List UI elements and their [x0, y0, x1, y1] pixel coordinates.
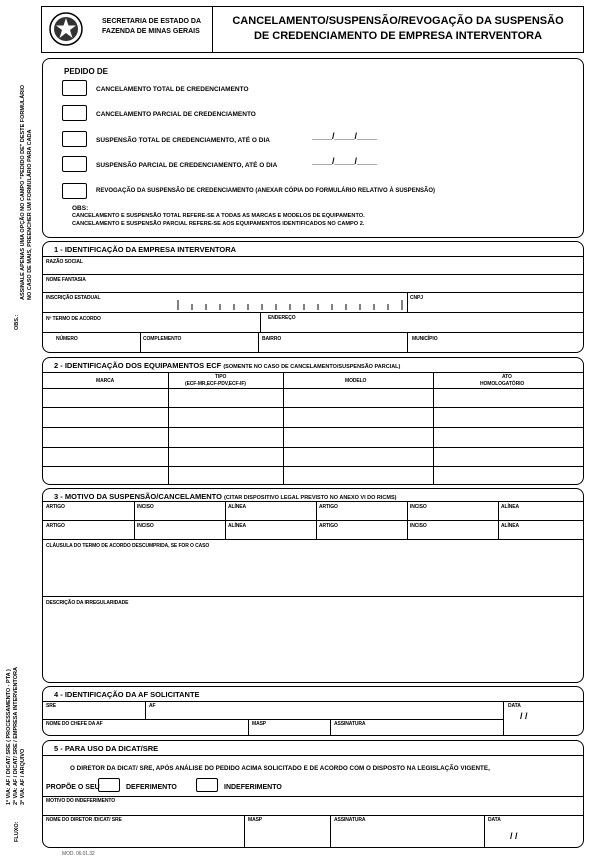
pedido-obs-title: OBS: [72, 205, 89, 212]
side-flow-line3: 3ª VIA: AF / ARQUIVO [20, 748, 26, 805]
assinatura-af-field[interactable] [331, 720, 502, 735]
header-org-box [41, 6, 213, 53]
suspensao-total-date-field[interactable]: ____/____/____ [312, 131, 378, 141]
col-tipo: TIPO [215, 374, 227, 380]
assinatura-diretor-field[interactable] [331, 816, 483, 847]
side-flow-line1: 1ª VIA: AF / DICAT/ SRE ( PROCESSAMENTO - PTA ) [6, 669, 12, 805]
option-cancelamento-total: CANCELAMENTO TOTAL DE CREDENCIAMENTO [96, 86, 249, 93]
complemento-field[interactable] [141, 333, 257, 352]
side-flow-label-text: FLUXO: [14, 821, 20, 842]
col-modelo: MODELO [345, 378, 367, 384]
checkbox-deferimento[interactable] [98, 778, 120, 792]
label-bairro: BAIRRO [262, 336, 282, 342]
label-nome-fantasia: NOME FANTASIA [46, 277, 86, 283]
data-af-field[interactable]: / / [520, 711, 528, 721]
form-title-line2: DE CREDENCIAMENTO DE EMPRESA INTERVENTORA [253, 30, 543, 42]
municipio-field[interactable] [408, 333, 583, 352]
org-line1: SECRETARIA DE ESTADO DA [102, 18, 202, 25]
label-data-diretor: DATA [488, 817, 501, 823]
equipamentos-grid[interactable] [43, 389, 583, 484]
label-artigo-2: ARTIGO [319, 504, 338, 510]
col-tipo-sub: (ECF-MR,ECF-PDV,ECF-IF) [185, 381, 246, 387]
section-1-title: 1 - IDENTIFICAÇÃO DA EMPRESA INTERVENTORA [54, 245, 237, 254]
section-3-title-text: 3 - MOTIVO DA SUSPENSÃO/CANCELAMENTO [54, 492, 222, 501]
org-line2: FAZENDA DE MINAS GERAIS [102, 28, 200, 35]
label-municipio: MUNICÍPIO [412, 336, 438, 342]
label-inscricao-estadual: INSCRIÇÃO ESTADUAL [46, 295, 101, 301]
label-motivo-indeferimento: MOTIVO DO INDEFERIMENTO [46, 798, 115, 804]
label-inciso-1: INCISO [137, 504, 154, 510]
clausula-field[interactable] [43, 540, 583, 595]
checkbox-revogacao[interactable] [62, 183, 87, 199]
label-assinatura-af: ASSINATURA [334, 721, 366, 727]
side-obs-line1: ASSINALE APENAS UMA OPÇÃO NO CAMPO "PEDIDO DE" DESTE FORMULÁRIO [20, 84, 26, 300]
side-flow-line2: 2ª VIA: AF / DICAT/ SRE / EMPRESA INTERVENTORA [13, 667, 19, 805]
masp-af-field[interactable] [249, 720, 329, 735]
label-masp-diretor: MASP [248, 817, 263, 823]
sre-field[interactable] [43, 702, 144, 719]
label-alinea-3: ALÍNEA [228, 523, 247, 529]
section-4-title: 4 - IDENTIFICAÇÃO DA AF SOLICITANTE [54, 690, 200, 699]
section-3-subtitle: (CITAR DISPOSITIVO LEGAL PREVISTO NO ANEXO VI DO RICMS) [224, 495, 397, 501]
side-obs-note [14, 315, 21, 330]
side-flow-text [6, 667, 27, 805]
label-nome-diretor: NOME DO DIRETOR /DICAT/ SRE [46, 817, 122, 823]
side-obs-label: OBS.: [14, 314, 20, 330]
data-diretor-field[interactable]: / / [510, 831, 518, 841]
option-revogacao: REVOGAÇÃO DA SUSPENSÃO DE CREDENCIAMENTO (ANEXAR CÓPIA DO FORMULÁRIO RELATIVO À SUSPENSÃO) [96, 188, 436, 194]
option-cancelamento-parcial: CANCELAMENTO PARCIAL DE CREDENCIAMENTO [96, 111, 256, 118]
section-2-title-text: 2 - IDENTIFICAÇÃO DOS EQUIPAMENTOS ECF [54, 361, 222, 370]
razao-social-field[interactable] [43, 257, 583, 273]
label-inciso-3: INCISO [137, 523, 154, 529]
numero-field[interactable] [43, 333, 139, 352]
label-masp-af: MASP [252, 721, 267, 727]
label-artigo-1: ARTIGO [46, 504, 65, 510]
bairro-field[interactable] [259, 333, 406, 352]
pedido-obs-line2: CANCELAMENTO E SUSPENSÃO PARCIAL REFERE-SE AOS EQUIPAMENTOS IDENTIFICADOS NO CAMPO 2. [72, 221, 365, 227]
col-ato-homologatorio: HOMOLOGATÓRIO [480, 381, 525, 387]
checkbox-cancelamento-parcial[interactable] [62, 105, 87, 121]
label-nome-chefe: NOME DO CHEFE DA AF [46, 721, 103, 727]
label-inciso-4: INCISO [410, 523, 427, 529]
label-sre: SRE [46, 703, 56, 709]
label-razao-social: RAZÃO SOCIAL [46, 259, 83, 265]
label-cnpj: CNPJ [410, 295, 423, 301]
section-2-title [54, 361, 400, 370]
label-termo-acordo: Nº TERMO DE ACORDO [46, 316, 101, 322]
label-alinea-1: ALÍNEA [228, 504, 247, 510]
option-suspensao-total: SUSPENSÃO TOTAL DE CREDENCIAMENTO, ATÉ O DIA [96, 137, 270, 144]
option-suspensao-parcial: SUSPENSÃO PARCIAL DE CREDENCIAMENTO, ATÉ O DIA [96, 162, 278, 169]
pedido-section [42, 58, 584, 238]
side-obs-text [20, 85, 34, 300]
brasao-crest-icon [48, 11, 84, 47]
checkbox-suspensao-total[interactable] [62, 131, 87, 147]
nome-chefe-field[interactable] [43, 720, 247, 735]
label-numero: NÚMERO [56, 336, 78, 342]
label-artigo-3: ARTIGO [46, 523, 65, 529]
section-2-subtitle: (SOMENTE NO CASO DE CANCELAMENTO/SUSPENSÃO PARCIAL) [223, 364, 401, 370]
col-marca: MARCA [96, 378, 115, 384]
label-assinatura-diretor: ASSINATURA [334, 817, 366, 823]
section-3-title [54, 492, 396, 501]
label-descricao: DESCRIÇÃO DA IRREGULARIDADE [46, 600, 129, 606]
side-flow-label [14, 822, 21, 842]
pedido-obs-line1: CANCELAMENTO E SUSPENSÃO TOTAL REFERE-SE A TODAS AS MARCAS E MODELOS DE EQUIPAMENTO. [72, 213, 365, 219]
checkbox-suspensao-parcial[interactable] [62, 156, 87, 172]
nome-fantasia-field[interactable] [43, 275, 583, 291]
descricao-field[interactable] [43, 597, 583, 682]
masp-diretor-field[interactable] [245, 816, 329, 847]
cnpj-field[interactable] [408, 293, 583, 311]
nome-diretor-field[interactable] [43, 816, 243, 847]
label-deferimento: DEFERIMENTO [126, 784, 177, 791]
checkbox-indeferimento[interactable] [196, 778, 218, 792]
col-ato: ATO [502, 374, 512, 380]
label-data-af: DATA [508, 703, 521, 709]
label-complemento: COMPLEMENTO [143, 336, 182, 342]
label-alinea-2: ALÍNEA [501, 504, 520, 510]
label-propoe: PROPÕE O SEU [46, 784, 100, 791]
dicat-statement: O DIRETOR DA DICAT/ SRE, APÓS ANÁLISE DO PEDIDO ACIMA SOLICITADO E DE ACORDO COM O DISPOSTO NA LEGISLAÇÃO VIGENTE, [70, 765, 490, 772]
label-inciso-2: INCISO [410, 504, 427, 510]
section-5-title: 5 - PARA USO DA DICAT/SRE [54, 744, 159, 753]
endereco-field[interactable] [261, 313, 583, 331]
label-indeferimento: INDEFERIMENTO [224, 784, 282, 791]
label-clausula: CLÁUSULA DO TERMO DE ACORDO DESCUMPRIDA, SE FOR O CASO [46, 543, 210, 549]
side-obs-line2: NO CASO DE MAIS, PREENCHER UM FORMULÁRIO PARA CADA [27, 129, 33, 300]
pedido-title: PEDIDO DE [64, 67, 109, 76]
label-endereco: ENDEREÇO [268, 315, 296, 321]
motivo-indeferimento-field[interactable] [43, 797, 583, 814]
suspensao-parcial-date-field[interactable]: ____/____/____ [312, 156, 378, 166]
label-artigo-4: ARTIGO [319, 523, 338, 529]
form-title-line1: CANCELAMENTO/SUSPENSÃO/REVOGAÇÃO DA SUSPENSÃO [232, 15, 564, 27]
header-title-box [212, 6, 584, 53]
form-code: MOD. 06.01.32 [62, 851, 95, 857]
checkbox-cancelamento-total[interactable] [62, 80, 87, 96]
inscricao-digit-ticks [170, 300, 406, 312]
termo-acordo-field[interactable] [43, 313, 259, 331]
af-field[interactable] [146, 702, 502, 719]
dispositivo-legal-fields[interactable] [43, 502, 583, 538]
label-af: AF [149, 703, 156, 709]
label-alinea-4: ALÍNEA [501, 523, 520, 529]
